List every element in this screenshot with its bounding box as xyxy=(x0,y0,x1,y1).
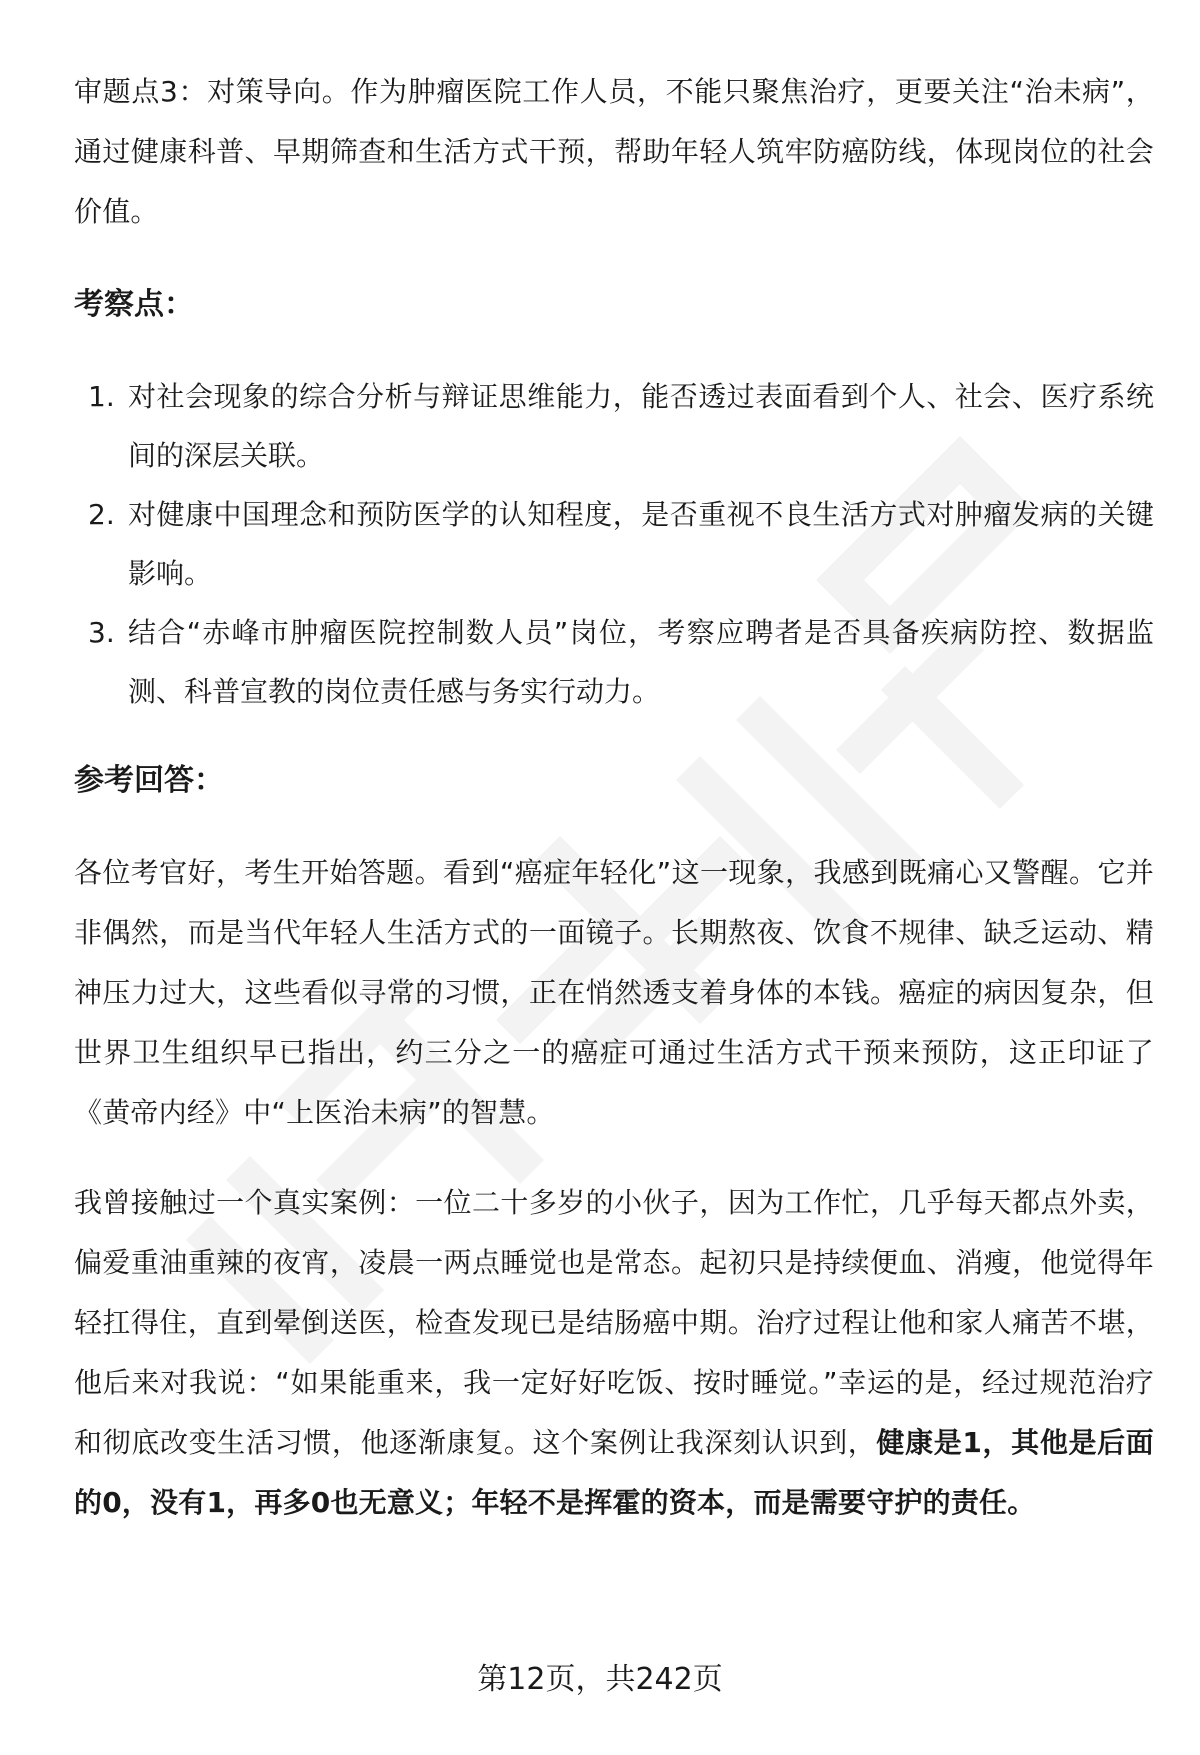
reference-answer-heading: 参考回答： xyxy=(74,763,224,798)
intro-paragraph: 审题点3：对策导向。作为肿瘤医院工作人员，不能只聚焦治疗，更要关注“治未病”，通过健康科普、早期筛查和生活方式干预，帮助年轻人筑牢防癌防线，体现岗位的社会价值。 xyxy=(74,75,1154,228)
exam-points-list xyxy=(74,367,1154,721)
exam-points-heading: 考察点： xyxy=(74,287,194,322)
list-item-number: 1. xyxy=(88,380,115,413)
list-item xyxy=(74,485,1154,603)
answer-paragraph-2-emphasis: 健康是1，其他是后面的0，没有1，再多0也无意义；年轻不是挥霍的资本，而是需要守护的责任。 xyxy=(74,1426,1155,1519)
list-item-text: 对健康中国理念和预防医学的认知程度，是否重视不良生活方式对肿瘤发病的关键影响。 xyxy=(128,498,1154,590)
document-page xyxy=(74,62,1154,1533)
list-item xyxy=(74,367,1154,485)
answer-paragraph-2 xyxy=(74,1173,1154,1533)
list-item-text: 对社会现象的综合分析与辩证思维能力，能否透过表面看到个人、社会、医疗系统间的深层关联。 xyxy=(128,380,1154,472)
page-number-footer: 第12页，共242页 xyxy=(477,1662,723,1697)
list-item-number: 2. xyxy=(88,498,115,531)
answer-paragraph-1: 各位考官好，考生开始答题。看到“癌症年轻化”这一现象，我感到既痛心又警醒。它并非偶然，而是当代年轻人生活方式的一面镜子。长期熬夜、饮食不规律、缺乏运动、精神压力过大，这些看似寻常的习惯，正在悄然透支着身体的本钱。癌症的病因复杂，但世界卫生组织早已指出，约三分之一的癌症可通过生活方式干预来预防，这正印证了《黄帝内经》中“上医治未病”的智慧。 xyxy=(74,856,1154,1129)
answer-paragraph-2-text: 我曾接触过一个真实案例：一位二十多岁的小伙子，因为工作忙，几乎每天都点外卖，偏爱重油重辣的夜宵，凌晨一两点睡觉也是常态。起初只是持续便血、消瘦，他觉得年轻扛得住，直到晕倒送医，检查发现已是结肠癌中期。治疗过程让他和家人痛苦不堪，他后来对我说：“如果能重来，我一定好好吃饭、按时睡觉。”幸运的是，经过规范治疗和彻底改变生活习惯，他逐渐康复。这个案例让我深刻认识到， xyxy=(74,1186,1154,1459)
list-item-number: 3. xyxy=(88,616,115,649)
list-item-text: 结合“赤峰市肿瘤医院控制数人员”岗位，考察应聘者是否具备疾病防控、数据监测、科普宣教的岗位责任感与务实行动力。 xyxy=(128,616,1154,708)
list-item xyxy=(74,603,1154,721)
